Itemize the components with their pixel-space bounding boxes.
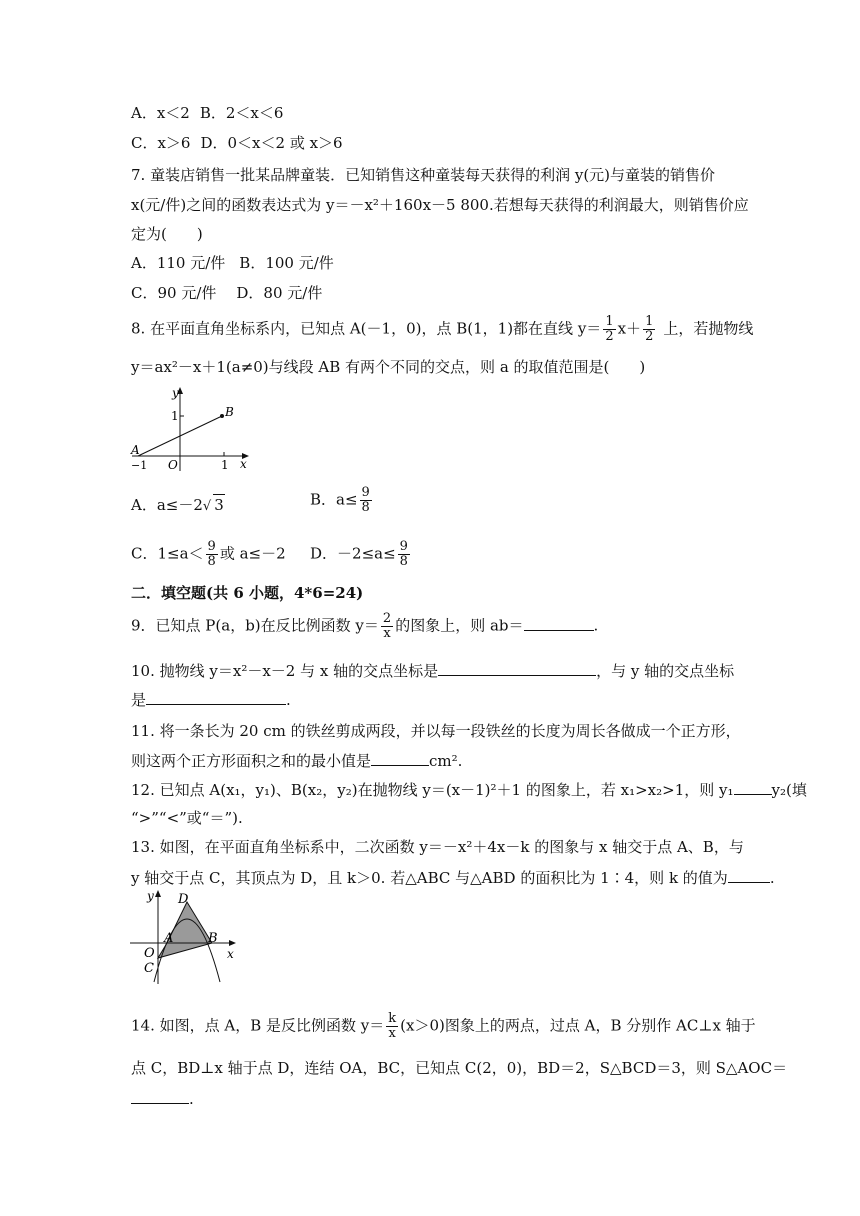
q11-answer-blank xyxy=(371,749,429,766)
q10-answer-blank-y xyxy=(146,688,286,705)
q6-option-b: B．2＜x＜6 xyxy=(199,104,284,122)
q7-options-row2 xyxy=(131,283,322,303)
q13-line2: y 轴交于点 C，其顶点为 D，且 k＞0. 若△ABC 与△ABD 的面积比为 1∶4，则 k 的值为 . xyxy=(131,866,775,888)
q9-line: 9．已知点 P(a，b)在反比例函数 y＝ $\frac{2}{x}$ 的图象上，则 ab＝ . xyxy=(131,611,599,641)
q13-fig-y-label: y xyxy=(147,889,154,903)
q7-line3: 定为( ) xyxy=(131,225,203,243)
q8-fig-y-one: 1 xyxy=(171,409,179,423)
q13-line1: 13. 如图，在平面直角坐标系中，二次函数 y＝－x²＋4x－k 的图象与 x 轴交于点 A、B，与 xyxy=(131,838,744,856)
q8-fig-x-one: 1 xyxy=(221,458,229,472)
q14-fraction: $\frac{k}{x}$ xyxy=(388,1011,397,1041)
q8-line1-post: 上，若抛物线 xyxy=(663,319,754,338)
q13-fig-origin: O xyxy=(144,946,155,961)
q14-line1: 14. 如图，点 A，B 是反比例函数 y＝ $\frac{k}{x}$ (x＞0)图象上的两点，过点 A，B 分别作 AC⊥x 轴于 xyxy=(131,1011,756,1041)
q8-fraction-1: $\frac{1}{2}$ xyxy=(605,314,614,344)
q8-fig-neg1: −1 xyxy=(131,459,148,472)
q8-option-d: D．－2≤a≤ $\frac{9}{8}$ xyxy=(310,539,408,569)
q7-line2: x(元/件)之间的函数表达式为 y＝－x²＋160x－5 800.若想每天获得的利润最大，则销售价应 xyxy=(131,196,749,214)
q7-option-b: B．100 元/件 xyxy=(239,254,334,272)
q8-fraction-2: $\frac{1}{2}$ xyxy=(645,314,654,344)
q9-answer-blank xyxy=(524,614,594,631)
q8-fig-label-b: B xyxy=(225,405,234,419)
q8-fig-x-label: x xyxy=(240,457,247,471)
q7-option-c: C．90 元/件 xyxy=(131,284,217,302)
q7-option-d: D．80 元/件 xyxy=(236,284,323,302)
q13-answer-blank xyxy=(728,866,770,883)
q11-line1: 11. 将一条长为 20 cm 的铁丝剪成两段，并以每一段铁丝的长度为周长各做成一个正方形， xyxy=(131,722,741,740)
q12-line1: 12. 已知点 A(x₁，y₁)、B(x₂，y₂)在抛物线 y＝(x－1)²＋1 的图象上，若 x₁>x₂>1，则 y₁ y₂(填 xyxy=(131,778,807,800)
q7-option-a: A．110 元/件 xyxy=(131,254,226,272)
q10-line1: 10. 抛物线 y＝x²－x－2 与 x 轴的交点坐标是 ，与 y 轴的交点坐标 xyxy=(131,659,734,681)
q8-line2: y＝ax²－x＋1(a≠0)与线段 AB 有两个不同的交点，则 a 的取值范围是( ) xyxy=(131,358,646,376)
q7-options-row1 xyxy=(131,253,334,273)
q6-option-d: D．0＜x＜2 或 x＞6 xyxy=(200,134,343,152)
q10-answer-blank-x xyxy=(438,659,596,676)
q8-option-b: B．a≤ $\frac{9}{8}$ xyxy=(310,485,370,515)
q8-line1-text: 8. 在平面直角坐标系内，已知点 A(－1，0)，点 B(1，1)都在直线 y＝ xyxy=(131,319,602,338)
q13-fig-label-c: C xyxy=(144,961,154,976)
q8-line1 xyxy=(131,315,753,344)
q9-fraction: $\frac{2}{x}$ xyxy=(382,611,392,641)
q13-fig-label-d: D xyxy=(178,892,189,907)
q10-line2: 是 . xyxy=(131,688,291,710)
q13-fig-label-a: A xyxy=(164,931,174,946)
q7-line1: 7. 童装店销售一批某品牌童装．已知销售这种童装每天获得的利润 y(元)与童装的销售价 xyxy=(131,166,716,184)
q13-fig-x-label: x xyxy=(227,947,234,961)
q12-line2: “>”“<”或“＝”). xyxy=(131,809,243,827)
q12-answer-blank xyxy=(734,778,772,795)
q13-figure xyxy=(128,886,240,986)
q6-option-a: A．x＜2 xyxy=(131,104,190,122)
q8-line1-mid: x＋ xyxy=(617,319,642,338)
q8-figure xyxy=(128,383,254,473)
q6-options-row1 xyxy=(131,103,283,123)
q14-answer-blank xyxy=(131,1087,189,1104)
q8-fig-origin: O xyxy=(168,458,178,472)
q13-fig-label-b: B xyxy=(208,931,218,946)
q6-options-row2 xyxy=(131,133,343,153)
section-fill-in-title: 二．填空题(共 6 小题，4*6=24) xyxy=(131,584,364,602)
q14-line3: . xyxy=(131,1087,194,1109)
q6-option-c: C．x＞6 xyxy=(131,134,191,152)
q11-line2: 则这两个正方形面积之和的最小值是 cm². xyxy=(131,749,462,771)
q8-fig-y-label: y xyxy=(172,386,179,400)
q8-option-c: C．1≤a＜ $\frac{9}{8}$ 或 a≤－2 xyxy=(131,539,286,569)
q8-option-a: A．a≤－2√ 3 xyxy=(131,496,224,514)
q8-fig-label-a: A xyxy=(131,443,140,457)
q14-line2: 点 C，BD⊥x 轴于点 D，连结 OA，BC，已知点 C(2，0)，BD＝2，S△BCD＝3，则 S△AOC＝ xyxy=(131,1059,788,1077)
